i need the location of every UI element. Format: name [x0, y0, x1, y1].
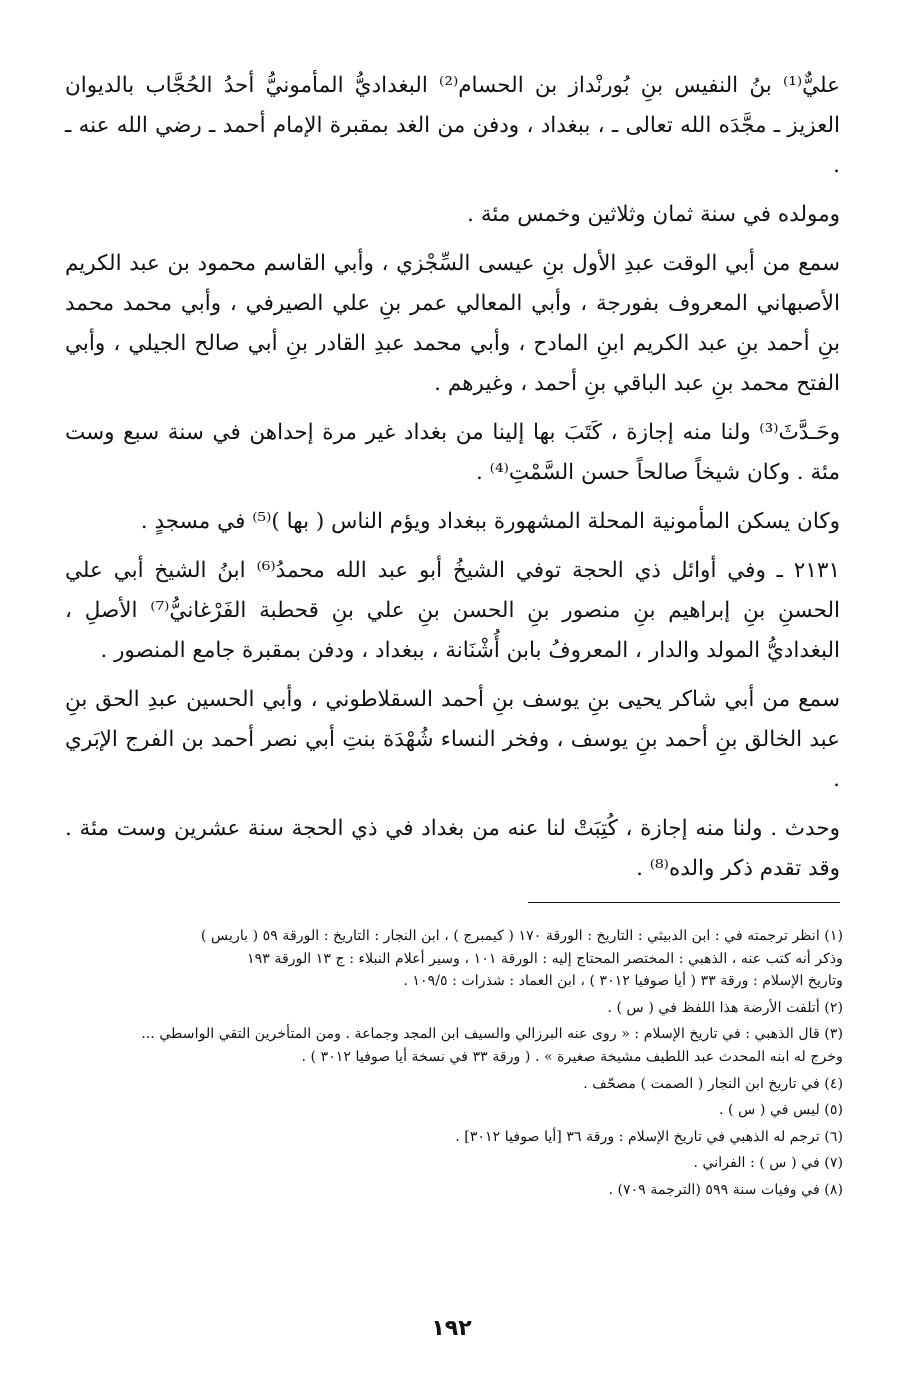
footnote-4: [61, 1073, 843, 1096]
footnote-line: وتاريخ الإسلام : ورقة ٣٣ ( أيا صوفيا ٣٠١٢ ) ، ابن العماد : شذرات : ١٠٩/٥ .: [403, 973, 843, 990]
body-paragraph: ٢١٣١ ـ وفي أوائل ذي الحجة توفي الشيخُ أبو عبد الله محمدُ⁽⁶⁾ ابنُ الشيخ أبي علي الحسنِ بنِ إبراهيم بنِ منصور بنِ الحسن بنِ علي بنِ قحطبة الفَرْغانيُّ⁽⁷⁾ الأصلِ ، البغداديُّ المولد والدار ، المعروفُ بابن أُشْنَانة ، ببغداد ، ودفن بمقبرة جامع المنصور .: [65, 558, 840, 663]
footnote-line: (٤) في تاريخ ابن النجار ( الصمت ) مصحّف .: [583, 1075, 843, 1092]
page-number: ١٩٢: [431, 1316, 472, 1341]
footnote-line: (٨) في وفيات سنة ٥٩٩ (الترجمة ٧٠٩) .: [608, 1181, 843, 1198]
footnote-1: [61, 925, 843, 993]
body-paragraph: وحدث . ولنا منه إجازة ، كُتِبَتْ لنا عنه من بغداد في ذي الحجة سنة عشرين وست مئة . وقد تقدم ذكر والده⁽⁸⁾ .: [65, 816, 840, 881]
footnote-2: [61, 997, 843, 1020]
footnote-line: (١) انظر ترجمته في : ابن الدبيثي : التاريخ : الورقة ١٧٠ ( كيمبرج ) ، ابن النجار : التاريخ : الورقة ٥٩ ( باريس ): [200, 928, 843, 944]
body-paragraph: سمع من أبي الوقت عبدِ الأول بنِ عيسى السِّجْزي ، وأبي القاسم محمود بن عبد الكريم الأصبهاني المعروف بفورجة ، وأبي المعالي عمر بنِ علي الصيرفي ، وأبي محمد محمد بنِ أحمد بنِ عبد الكريم ابنِ المادح ، وأبي محمد عبدِ القادر بنِ أبي صالح الجيلي ، وأبي الفتح محمد بنِ عبد الباقي بنِ أحمد ، وغيرهم .: [65, 251, 840, 396]
body-paragraph: سمع من أبي شاكر يحيى بنِ يوسف بنِ أحمد السقلاطوني ، وأبي الحسين عبدِ الحق بنِ عبد الخالق بنِ أحمد بنِ يوسف ، وفخر النساء شُهْدَة بنتِ أبي نصر أحمد بن الفرج الإبَري .: [65, 687, 840, 792]
body-paragraph: وكان يسكن المأمونية المحلة المشهورة ببغداد ويؤم الناس ( بها )⁽⁵⁾ في مسجدٍ .: [140, 509, 840, 534]
footnote-line: (٦) ترجم له الذهبي في تاريخ الإسلام : ورقة ٣٦ [أيا صوفيا ٣٠١٢] .: [455, 1128, 843, 1145]
footnotes: [61, 925, 843, 1206]
footnote-line: (٣) قال الذهبي : في تاريخ الإسلام : « روى عنه البرزالي والسيف ابن المجد وجماعة . ومن المتأخرين التقي الواسطي ...: [141, 1026, 843, 1043]
footnote-8: [61, 1179, 843, 1202]
footnote-line: (٥) ليس في ( س ) .: [719, 1102, 843, 1119]
footnote-6: [61, 1126, 843, 1149]
footnote-5: [61, 1099, 843, 1122]
footnote-line: (٢) أتلفت الأرضة هذا اللفظ في ( س ) .: [607, 999, 843, 1016]
body-paragraph: عليٌّ⁽¹⁾ بنُ النفيس بنِ بُورنْداز بن الحسام⁽²⁾ البغداديُّ المأمونيُّ أحدُ الحُجَّاب بالديوان العزيز ـ مجَّدَه الله تعالى ـ ، ببغداد ، ودفن من الغد بمقبرة الإمام أحمد ـ رضي الله عنه ـ .: [65, 73, 841, 178]
main-text: [65, 66, 840, 898]
footnote-7: [61, 1152, 843, 1175]
footnote-line: (٧) في ( س ) : الفراني .: [693, 1155, 843, 1172]
body-paragraph: وحَـدَّثَ⁽³⁾ ولنا منه إجازة ، كَتَبَ بها إلينا من بغداد غير مرة إحداهن في سنة سبع وست مئة . وكان شيخاً صالحاً حسن السَّمْتِ⁽⁴⁾ .: [65, 420, 840, 485]
footnote-3: [61, 1023, 843, 1068]
footnote-divider: [528, 902, 840, 903]
body-paragraph: ومولده في سنة ثمان وثلاثين وخمس مئة .: [467, 202, 840, 227]
footnote-line: وخرج له ابنه المحدث عبد اللطيف مشيخة صغيرة » . ( ورقة ٣٣ في نسخة أيا صوفيا ٣٠١٢ ) .: [301, 1048, 843, 1065]
footnote-line: وذكر أنه كتب عنه ، الذهبي : المختصر المحتاج إليه : الورقة ١٠١ ، وسير أعلام النبلاء : ج ١٣ الورقة ١٩٣: [247, 950, 843, 967]
